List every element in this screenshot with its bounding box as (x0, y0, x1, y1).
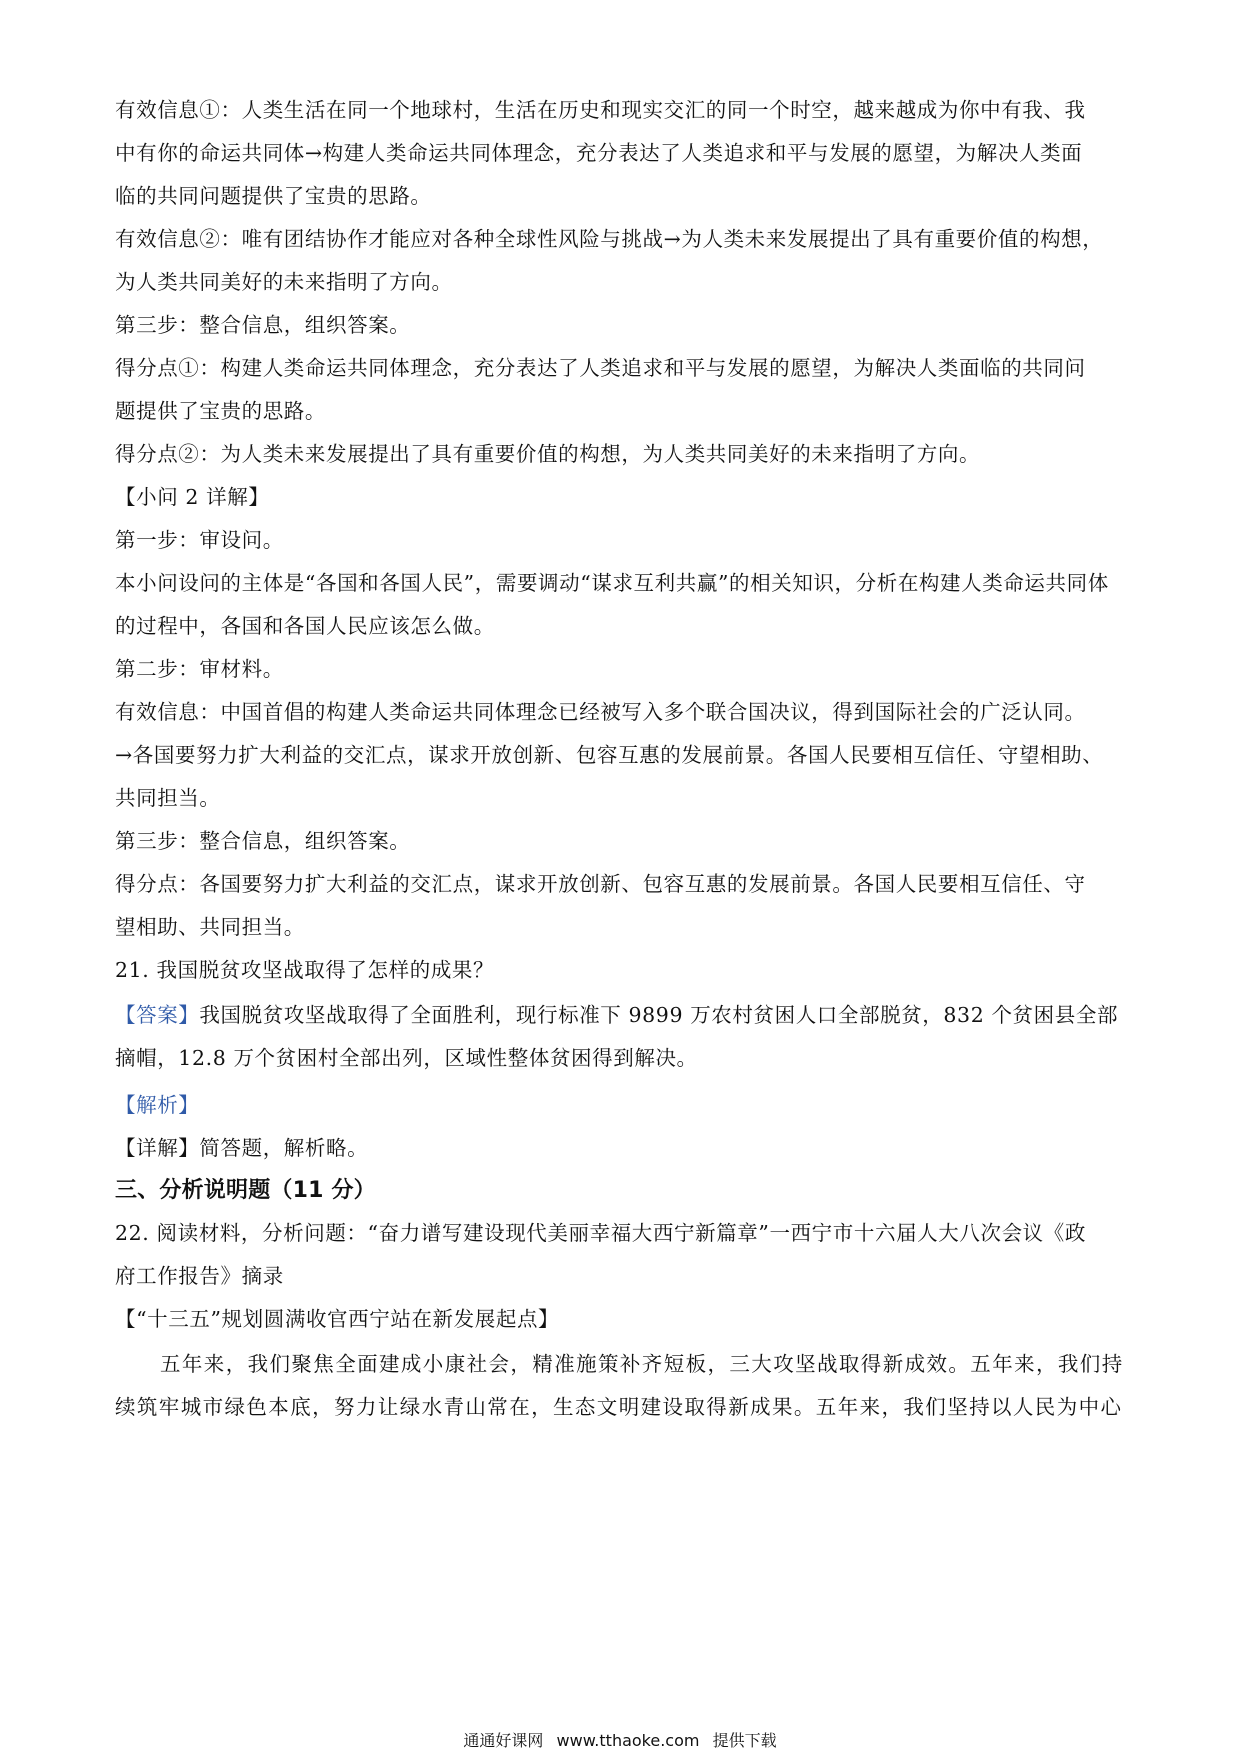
footer-url[interactable]: www.tthaoke.com (556, 1731, 700, 1750)
text-line: 有效信息①：人类生活在同一个地球村，生活在历史和现实交汇的同一个时空，越来越成为你中有我、我 (115, 98, 1086, 122)
page-footer (0, 1728, 1240, 1751)
answer-text: 我国脱贫攻坚战取得了全面胜利，现行标准下 9899 万农村贫困人口全部脱贫，832 个贫困县全部 (199, 1003, 1119, 1027)
text-line: 得分点①：构建人类命运共同体理念，充分表达了人类追求和平与发展的愿望，为解决人类面临的共同问 (115, 356, 1086, 380)
section-heading: 三、分析说明题（11 分） (115, 1178, 376, 1203)
text-line: 为人类共同美好的未来指明了方向。 (115, 270, 453, 294)
analysis-label: 【解析】 (115, 1093, 200, 1117)
text-line: 望相助、共同担当。 (115, 915, 305, 939)
question-22: 22. 阅读材料，分析问题：“奋力谱写建设现代美丽幸福大西宁新篇章”一西宁市十六届人大八次会议《政 (115, 1221, 1086, 1245)
text-line: 本小问设问的主体是“各国和各国人民”，需要调动“谋求互利共赢”的相关知识，分析在构建人类命运共同体 (115, 571, 1109, 595)
answer-line: 摘帽，12.8 万个贫困村全部出列，区域性整体贫困得到解决。 (115, 1046, 698, 1070)
text-line: 第三步：整合信息，组织答案。 (115, 829, 411, 853)
text-line: 中有你的命运共同体→构建人类命运共同体理念，充分表达了人类追求和平与发展的愿望，为解决人类面 (115, 141, 1083, 165)
question-22: 府工作报告》摘录 (115, 1264, 284, 1288)
text-line: 的过程中，各国和各国人民应该怎么做。 (115, 614, 495, 638)
answer-line (115, 1000, 1135, 1030)
answer-label: 【答案】 (115, 1003, 200, 1027)
text-line: 共同担当。 (115, 786, 221, 810)
text-line: 得分点：各国要努力扩大利益的交汇点，谋求开放创新、包容互惠的发展前景。各国人民要相互信任、守 (115, 872, 1086, 896)
detail-line: 【详解】简答题，解析略。 (115, 1136, 369, 1160)
text-line: 第三步：整合信息，组织答案。 (115, 313, 411, 337)
material-subtitle: 【“十三五”规划圆满收官西宁站在新发展起点】 (115, 1307, 560, 1331)
footer-site-name: 通通好课网 (463, 1731, 544, 1750)
text-line: 第二步：审材料。 (115, 657, 284, 681)
text-line: →各国要努力扩大利益的交汇点，谋求开放创新、包容互惠的发展前景。各国人民要相互信任、守望相助、 (115, 743, 1104, 767)
question-21: 21. 我国脱贫攻坚战取得了怎样的成果？ (115, 958, 495, 982)
footer-suffix: 提供下载 (712, 1731, 777, 1750)
text-line: 第一步：审设问。 (115, 528, 284, 552)
text-line: 有效信息：中国首倡的构建人类命运共同体理念已经被写入多个联合国决议，得到国际社会的广泛认同。 (115, 700, 1086, 724)
sub-question-heading: 【小问 2 详解】 (115, 485, 270, 509)
material-paragraph: 续筑牢城市绿色本底，努力让绿水青山常在，生态文明建设取得新成果。五年来，我们坚持以人民为中心 (115, 1395, 1123, 1419)
material-paragraph: 五年来，我们聚焦全面建成小康社会，精准施策补齐短板，三大攻坚战取得新成效。五年来，我们持 (160, 1352, 1124, 1376)
text-line: 题提供了宝贵的思路。 (115, 399, 326, 423)
text-line: 有效信息②：唯有团结协作才能应对各种全球性风险与挑战→为人类未来发展提出了具有重要价值的构想， (115, 227, 1104, 251)
text-line: 得分点②：为人类未来发展提出了具有重要价值的构想，为人类共同美好的未来指明了方向。 (115, 442, 981, 466)
text-line: 临的共同问题提供了宝贵的思路。 (115, 184, 432, 208)
